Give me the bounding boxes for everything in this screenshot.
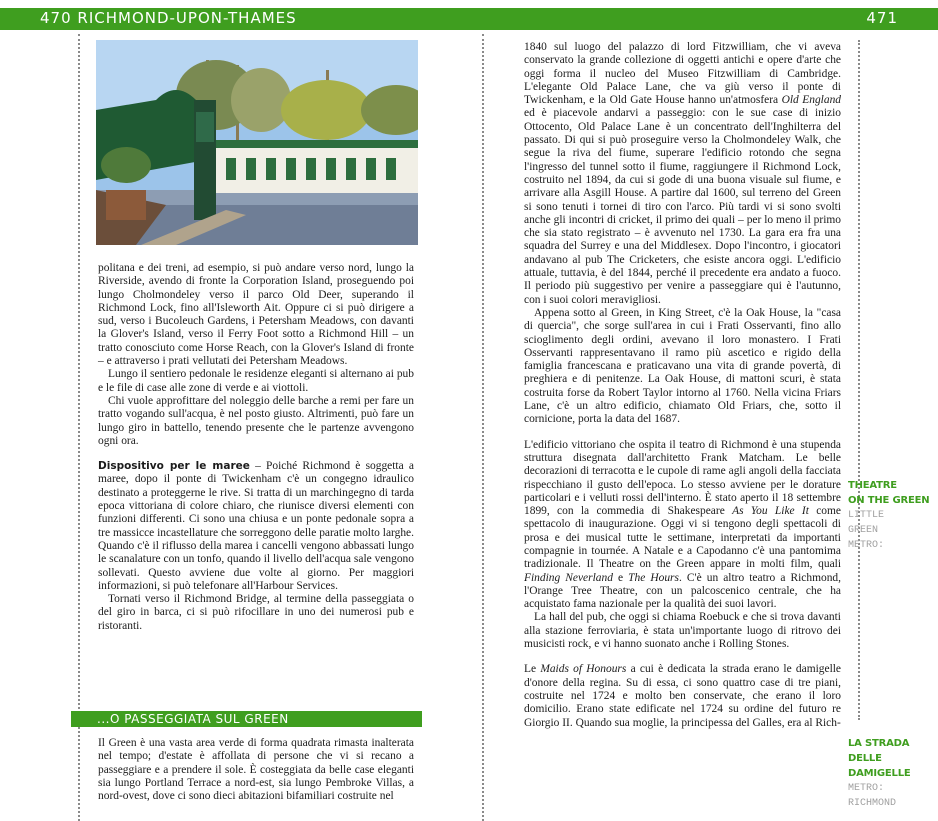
sidebar-metro: METRO: [848,783,885,794]
sidebar-metro: GREEN [848,525,879,536]
left-page-running-head: 470 RICHMOND-UPON-THAMES [40,9,297,27]
paragraph: Le Maids of Honours a cui è dedicata la strada erano le damigelle d'onore della regina. Su di essa, ci sono quattro case di tre piani, costruite nel 1724 e molto ben conservate, che erano il loro domicilio. Erano state edificate nel 1724 su ordine del futuro re Giorgio II. Quando sua moglie, la principessa del Galles, era al Rich- [524,663,841,729]
section-heading-bar [71,711,422,727]
paragraph: L'edificio vittoriano che ospita il teatro di Richmond è una stupenda struttura disegnata dall'architetto Frank Matcham. Le belle decorazioni di terracotta e le cupole di rame agli angoli della facciata rispecchiano il gusto dell'epoca. Lo stesso avviene per le dorature particolari e i velluti rossi dell'interno. È stato aperto il 18 settembre 1899, con la commedia di Shakespeare As You Like It come spettacolo di inaugurazione. Oggi vi si tengono degli spettacoli di prosa e dei musical tutte le settimane, interpretati da importanti compagnie in tournée. A Natale e a Capodanno c'è una pantomima tradizionale. Il Theatre on the Green appare in molti film, quali Finding Neverland e The Hours. C'è un altro teatro a Richmond, l'Orange Tree Theatre, con un palcoscenico centrale, che ha acquistato fama nazionale per la qualità dei suoi lavori. [524,438,841,611]
sidebar-title: LA STRADA [848,738,910,749]
page-header [0,8,938,30]
riverside-photo [96,40,418,245]
paragraph: Chi vuole approfittare del noleggio delle barche a remi per fare un tratto vogando sull'acqua, è nel posto giusto. Altrimenti, può fare un lungo giro in battello, tenendo presente che le partenze avvengono ogni ora. [98,394,414,447]
gutter-rule [482,34,484,821]
sidebar-strada [848,736,938,811]
paragraph: La hall del pub, che oggi si chiama Roebuck e che si trova davanti alla stazione ferroviaria, è stata un'importante luogo di ritrovo dei musicisti rock, e vi hanno suonato anche i Rolling Stones. [524,611,841,651]
left-column-green-text [98,737,414,803]
paragraph: Lungo il sentiero pedonale le residenze eleganti si alternano ai pub e le file di case alle zone di verde e ai viottoli. [98,368,414,394]
tidal-device-heading: Dispositivo per le maree [98,460,250,473]
right-page-number: 471 [866,9,898,27]
paragraph: Appena sotto al Green, in King Street, c'è la Oak House, la "casa di quercia", che sorge sull'area in cui i Frati Osservanti, fino allo scioglimento degli ordini, avevano il loro monastero. I Frati Osservanti rappresentavano il ramo più ascetico e rigido della famiglia francescana e praticavano una vita di grande povertà, di preghiera e di penitenze. La Oak House, di mattoni scuri, è stata costruita forse da Robert Taylor intorno al 1760. Nella vicina Friars Lane, c'è un altro edificio, chiamato Old Friars, che, sotto il cornicione, porta la data del 1687. [524,306,841,426]
sidebar-metro: METRO: [848,540,885,551]
right-column-text [524,41,841,730]
sidebar-title: DELLE DAMIGELLE [848,753,911,779]
sidebar-rule [858,40,860,720]
section-heading: ...O PASSEGGIATA SUL GREEN [97,712,289,726]
paragraph: 1840 sul luogo del palazzo di lord Fitzwilliam, che vi aveva conservato la grande collezione di oggetti antichi e opere d'arte che oggi forma il nucleo del Museo Fitzwilliam di Cambridge. L'elegante Old Palace Lane, che va giù verso il ponte di Twickenham, e la Old Gate House hanno un'atmosfera Old England ed è piacevole andarvi a passeggio: con le sue case di inizio Ottocento, Old Palace Lane è un concentrato dell'Inghilterra del passato. Di qui si può proseguire verso la Cholmondeley Walk, che segue la riva del fiume, superare l'edificio rotondo che segna l'ingresso del tunnel sotto il fiume, raggiungere il Richmond Lock, costruito nel 1894, da cui si gode di una buona visuale sul fiume, e arrivare alla Asgill House. A partire dal 1600, sul terreno del Green si sono tenuti i tornei di tiro con l'arco. Più tardi vi si sono svolti anche gli incontri di cricket, il primo dei quali – per lo meno il primo che sia stato registrato – è avvenuto nel 1730. La gara era fra una squadra del Surrey e una del Middlesex. Dopo l'incontro, i giocatori andavano al pub The Cricketers, che esiste ancora oggi. L'edificio attuale, tuttavia, è del 1844, perché il precedente era andato a fuoco. Il periodo più suggestivo per venire a passeggiare qui è l'autunno, con i suoi colori meravigliosi. [524,41,842,306]
left-margin-rule [78,34,80,821]
sidebar-title: THEATRE [848,480,897,491]
sidebar-theatre [848,478,929,553]
paragraph: Tornati verso il Richmond Bridge, al termine della passeggiata o del giro in barca, ci si può rifocillare in uno dei numerosi pub e ristoranti. [98,593,414,632]
paragraph: politana e dei treni, ad esempio, si può andare verso nord, lungo la Riverside, avendo di fronte la Corporation Island, proseguendo poi lungo Cholmondeley verso il parco Old Deer, superando il Richmond Lock, fino all'Isleworth Ait. Oppure ci si può dirigere a sud, verso i Bucoleuch Gardens, i Petersham Meadows, con davanti la Glover's Island, verso il Ferry Foot sotto a Richmond Hill – un tratto conosciuto come Horse Reach, con la Glover's Island di fronte – e attraverso i prati vellutati dei Petersham Meadows. [98,262,414,368]
sidebar-metro: RICHMOND [848,798,897,809]
paragraph: Dispositivo per le maree – Poiché Richmond è soggetta a maree, dopo il ponte di Twickenham c'è un congegno idraulico destinato a proteggerne le rive. Si tratta di un marchingegno di tarda epoca vittoriana di colore chiaro, che riunisce diversi elementi con funzioni differenti. Ci sono una chiusa e un ponte pedonale sopra a tre massicce incastellature che sorreggono delle paratie molto larghe. Quando c'è il riflusso della marea i cancelli vengono abbassati lungo le scanalature con un tonfo, quando il livello dell'acqua sale vengono sollevati. Questo avviene due volte al giorno. Per maggiori informazioni, si può telefonare all'Harbour Services. [98,460,414,592]
paragraph: Il Green è una vasta area verde di forma quadrata rimasta inalterata nel tempo; d'estate è affollata di persone che vi si recano a passeggiare e a prendere il sole. È costeggiata da belle case eleganti sia lungo Portland Terrace a nord-est, sia lungo Pembroke Villas, a nord-ovest, dove ci sono dieci abitazioni bifamiliari costruite nel [98,737,414,803]
sidebar-metro: LITTLE [848,510,885,521]
left-column-text [98,262,414,633]
sidebar-title: ON THE GREEN [848,495,930,506]
